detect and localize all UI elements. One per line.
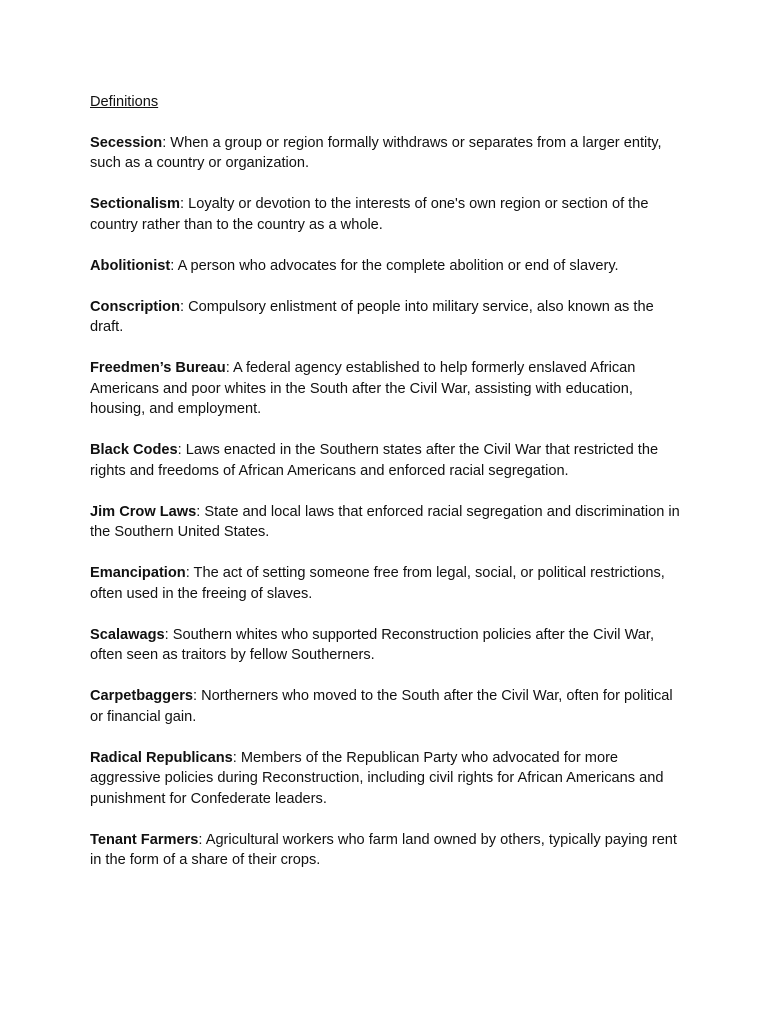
definition-text: : Members of the Republican Party who advocated for more aggressive policies during Reconstruction, including civil rights for African Americans and punishment for Confederate leaders.: [90, 749, 664, 807]
definition-term: Jim Crow Laws: [90, 503, 197, 520]
definition-term: Freedmen’s Bureau: [90, 360, 226, 376]
definition-sectionalism: [90, 194, 684, 235]
definition-term: Conscription: [90, 298, 180, 315]
document-body: [90, 92, 684, 891]
definition-radical-republicans: [90, 748, 684, 810]
definition-text: : A federal agency established to help formerly enslaved African Americans and poor whites in the South after the Civil War, assisting with education, housing, and employment.: [90, 360, 636, 417]
definition-freedmens-bureau: [90, 358, 684, 420]
definition-text: : A person who advocates for the complete abolition or end of slavery.: [170, 257, 619, 274]
definition-scalawags: [90, 625, 684, 666]
definition-text: : Laws enacted in the Southern states after the Civil War that restricted the rights and freedoms of African Americans and enforced racial segregation.: [90, 442, 659, 479]
definition-term: Radical Republicans: [90, 749, 233, 766]
definition-term: Sectionalism: [90, 196, 181, 212]
definition-term: Abolitionist: [90, 257, 171, 274]
definition-term: Secession: [90, 134, 163, 151]
definition-text: : Loyalty or devotion to the interests of one's own region or section of the country rather than to the country as a whole.: [90, 196, 649, 233]
definition-text: : Compulsory enlistment of people into military service, also known as the draft.: [90, 298, 654, 335]
definition-carpetbaggers: [90, 686, 684, 727]
definition-term: Black Codes: [90, 442, 178, 458]
definition-black-codes: [90, 440, 684, 481]
definition-term: Scalawags: [90, 626, 165, 643]
definition-jim-crow-laws: [90, 502, 684, 543]
definition-text: : When a group or region formally withdraws or separates from a larger entity, such as a country or organization.: [90, 134, 662, 171]
definition-conscription: [90, 297, 684, 338]
definition-text: : Southern whites who supported Reconstruction policies after the Civil War, often seen as traitors by fellow Southerners.: [90, 626, 655, 663]
definition-term: Tenant Farmers: [90, 831, 199, 848]
definition-tenant-farmers: [90, 830, 684, 871]
definition-text: : State and local laws that enforced racial segregation and discrimination in the Southern United States.: [90, 503, 680, 540]
definition-emancipation: [90, 563, 684, 604]
definition-text: : Northerners who moved to the South after the Civil War, often for political or financial gain.: [90, 688, 673, 725]
definition-term: Carpetbaggers: [90, 688, 193, 704]
page-heading: Definitions: [90, 94, 159, 110]
definition-term: Emancipation: [90, 565, 186, 581]
definition-text: : The act of setting someone free from legal, social, or political restrictions, often used in the freeing of slaves.: [90, 565, 665, 602]
definition-secession: [90, 133, 684, 174]
definition-abolitionist: [90, 256, 684, 277]
definition-text: : Agricultural workers who farm land owned by others, typically paying rent in the form of a share of their crops.: [90, 831, 677, 868]
